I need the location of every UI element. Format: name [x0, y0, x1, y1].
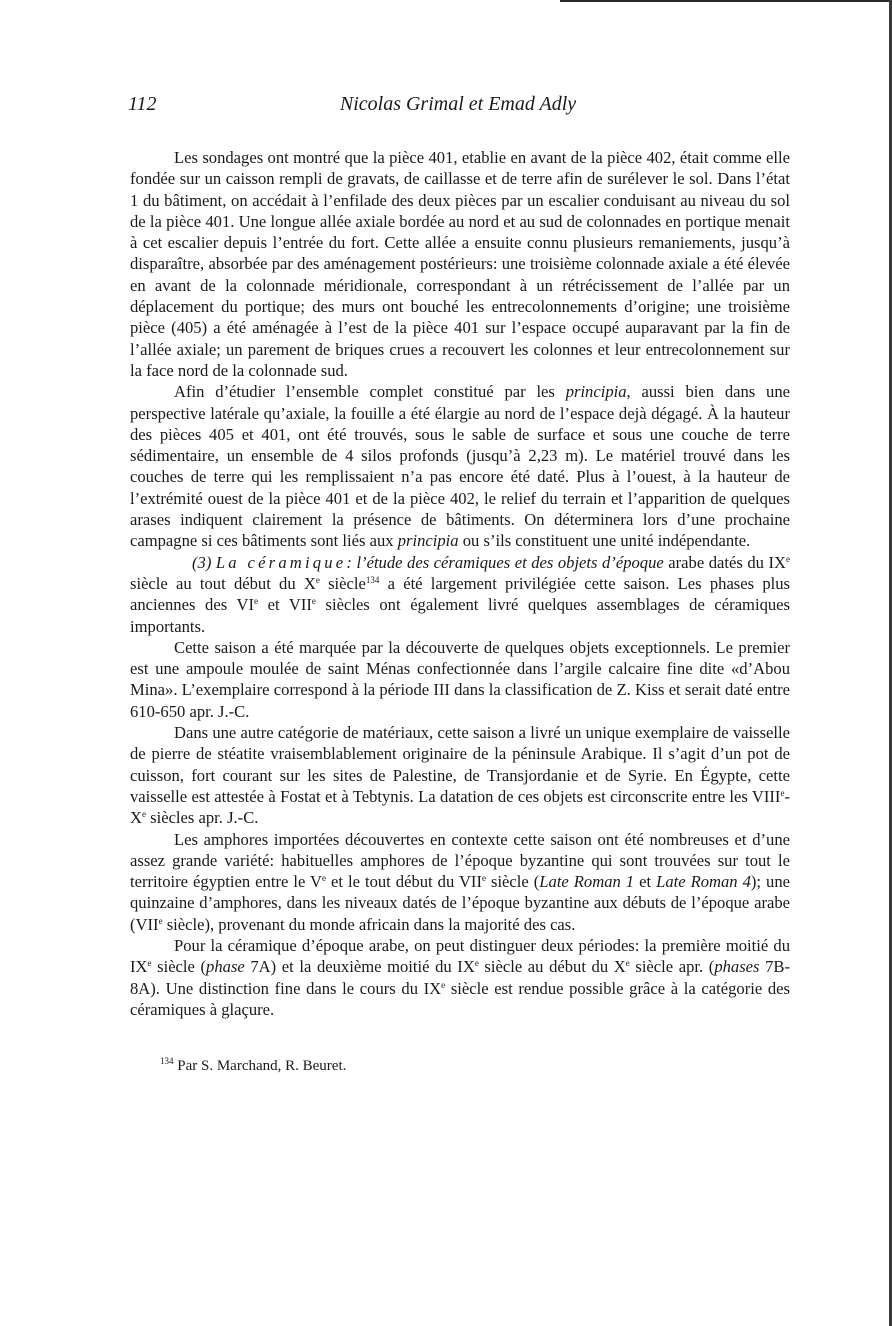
text-run: siècle au tout début du X	[130, 573, 316, 593]
text-run: siècle (	[485, 872, 540, 892]
paragraph-amphores	[130, 829, 790, 935]
italic-run: l’étude des céramiques et des objets d’époque	[356, 552, 664, 572]
superscript: e	[625, 958, 630, 969]
text-run: siècle	[319, 573, 366, 593]
italic-term: principia	[397, 531, 459, 551]
text-run: Dans une autre catégorie de matériaux, cette saison a livré un unique exemplaire de vaisselle de pierre de stéatite vraisemblablement originaire de la péninsule Arabique. Il s’agit d’un pot de cuisson, fort courant sur les sites de Palestine, de Transjordanie et de Syrie. En Égypte, cette vaisselle est attestée à Fostat et à Tebtynis. La datation de ces objets est circonscrite entre les VIII	[130, 723, 790, 806]
section-number: (3)	[192, 552, 216, 572]
text-run: ); une quinzaine d’amphores, dans les niveaux datés de l’époque byzantine aux débuts de l’époque arabe (VII	[130, 872, 791, 934]
superscript: e	[315, 574, 320, 585]
page-header	[128, 93, 788, 121]
paragraph-ampoule: Cette saison a été marquée par la découverte de quelques objets exceptionnels. Le premier est une ampoule moulée de saint Ménas confectionnée dans l’argile calcaire fine dite «d’Abou Mina». L’exemplaire correspond à la période III dans la classification de Z. Kiss et serait daté entre 610-650 apr. J.-C.	[130, 637, 790, 721]
italic-term: Late Roman 1	[539, 872, 635, 892]
footnote-ref[interactable]: 134	[365, 574, 380, 585]
text-run: siècle apr. (	[629, 957, 715, 977]
text-run: 7B-8A). Une distinction fine dans le cours du IX	[130, 957, 790, 998]
paragraph-epoque-arabe	[130, 935, 790, 1020]
text-run: et le tout début du VII	[326, 872, 482, 892]
superscript: e	[147, 958, 152, 969]
footnote-text: Par S. Marchand, R. Beuret.	[173, 1058, 347, 1074]
superscript: e	[322, 873, 327, 884]
text-run: siècle), provenant du monde africain dans la majorité des cas.	[162, 914, 576, 934]
superscript: e	[311, 596, 316, 607]
superscript: e	[141, 809, 146, 820]
footnote-number: 134	[160, 1056, 174, 1066]
text-run: Les amphores importées découvertes en contexte cette saison ont été nombreuses et d’une assez grande variété: habituelles amphores de l’époque byzantine qui sont trouvées sur tout le territoire égyptien entre le V	[130, 829, 790, 892]
text-run: Afin d’étudier l’ensemble complet constitué par les	[174, 382, 566, 402]
italic-term: Late Roman 4	[656, 872, 751, 892]
paragraph-principia	[130, 381, 790, 551]
section-title: La céramique	[215, 552, 347, 572]
text-run: Pour la céramique d’époque arabe, on peut distinguer deux périodes: la première moitié du IX	[130, 935, 790, 977]
paragraph-steatite	[130, 722, 790, 828]
text-run: arabe datés du IX	[663, 552, 786, 572]
running-title: Nicolas Grimal et Emad Adly	[339, 93, 577, 115]
superscript: e	[158, 915, 163, 926]
superscript: e	[780, 787, 785, 798]
text-run: a été largement privilégiée cette saison. Les phases plus anciennes des VI	[130, 573, 790, 615]
superscript: e	[441, 979, 446, 990]
text-run: -X	[130, 786, 790, 828]
italic-term: phases	[714, 957, 760, 977]
footnote-134	[160, 1056, 780, 1076]
text-run: siècle (	[151, 957, 207, 977]
text-run: siècles apr. J.-C.	[145, 808, 259, 828]
superscript: e	[474, 958, 479, 969]
text-run: siècles ont également livré quelques assemblages de céramiques importants.	[130, 595, 790, 636]
page-number: 112	[128, 93, 157, 115]
text-run: :	[346, 552, 357, 572]
text-run: et	[634, 872, 657, 892]
text-run: siècle au début du X	[478, 957, 626, 977]
superscript: e	[481, 873, 486, 884]
text-run: siècle est rendue possible grâce à la catégorie des céramiques à glaçure.	[130, 978, 790, 1019]
paragraph-sondages: Les sondages ont montré que la pièce 401, etablie en avant de la pièce 402, était comme elle fondée sur un caisson rempli de gravats, de caillasse et de terre afin de surélever le sol. Dans l’état 1 du bâtiment, on accédait à l’enfilade des deux pièces par un escalier conduisant au niveau du sol de la pièce 401. Une longue allée axiale bordée au nord et au sud de colonnades en portique menait à cet escalier depuis l’entrée du fort. Cette allée a ensuite connu plusieurs remaniements, jusqu’à disparaître, absorbée par des aménagement postérieurs: une troisième colonnade axiale a été élevée en avant de la colonnade méridionale, correspondant à un rétrécissement de l’allée par un déplacement du portique; des murs ont bouché les entrecolonnements d’origine; une troisième pièce (405) a été aménagée à l’est de la pièce 401 sur l’espace occupé auparavant par la fin de l’allée axiale; un parement de briques crues a recouvert les colonnes et leur entrecolonnement sur la face nord de la colonnade sud.	[130, 148, 790, 380]
paragraph-ceramique	[130, 552, 790, 637]
text-run: et VII	[257, 595, 312, 615]
superscript: e	[253, 596, 258, 607]
main-text	[130, 147, 790, 1020]
text-run: , aussi bien dans une perspective latérale qu’axiale, la fouille a été élargie au nord de l’espace dejà dégagé. À la hauteur des pièces 405 et 401, ont été trouvés, sous le sable de surface et sous une couche de terre sédimentaire, un ensemble de 4 silos profonds (jusqu’à 2,23 m). Le matériel trouvé dans les couches de terre qui les remplissaient n’a pas encore été daté. Plus à l’ouest, à la hauteur de l’extrémité ouest de la pièce 401 et de la pièce 402, le relief du terrain et l’apparition de quelques arases indiquent clairement la présence de bâtiments. On déterminera lors d’une prochaine campagne si ces bâtiments sont liés aux	[130, 382, 791, 551]
text-run: ou s’ils constituent une unité indépendante.	[458, 531, 751, 551]
italic-term: phase	[206, 957, 245, 977]
italic-term: principia	[565, 382, 627, 402]
superscript: e	[785, 553, 790, 564]
scan-edge-top	[560, 0, 892, 2]
text-run: 7A) et la deuxième moitié du IX	[244, 957, 475, 977]
